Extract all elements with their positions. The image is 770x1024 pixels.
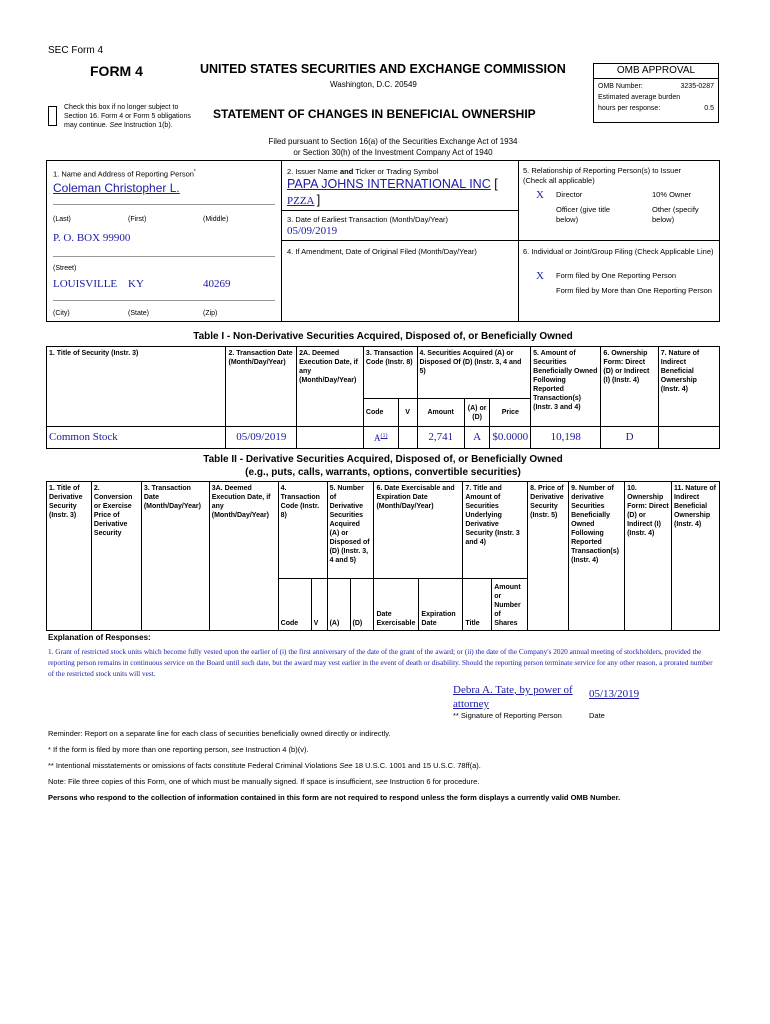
city-value: LOUISVILLE <box>53 278 118 290</box>
t1-row-owned: 10,198 <box>531 427 601 449</box>
t1-row-title: Common Stock <box>47 427 226 449</box>
table-2 <box>46 481 720 631</box>
t1-row-form: D <box>601 427 658 449</box>
zip-label: (Zip) <box>203 310 218 317</box>
omb-number-value: 3235-0287 <box>680 83 714 90</box>
omb-hours-value: 0.5 <box>704 105 714 112</box>
relationship-sub: (Check all applicable) <box>523 176 595 185</box>
t1-h7: 7. Nature of Indirect Beneficial Ownership (Instr. 4) <box>658 347 719 427</box>
ten-pct-owner-label: 10% Owner <box>652 190 692 199</box>
reporting-person-label <box>53 167 196 180</box>
t2-date-exercisable: Date Exercisable <box>374 579 419 631</box>
reporting-person-label-text: 1. Name and Address of Reporting Person <box>53 169 194 179</box>
star2-post: 18 U.S.C. 1001 and 15 U.S.C. 78ff(a). <box>352 761 481 770</box>
divider <box>53 300 275 301</box>
t1-h4: 4. Securities Acquired (A) or Disposed Of (D) (Instr. 3, 4 and 5) <box>417 347 531 399</box>
t1-row-aord: A <box>464 427 490 449</box>
first-label: (First) <box>128 216 147 223</box>
state-label: (State) <box>128 310 150 317</box>
t1-h2: 2. Transaction Date (Month/Day/Year) <box>226 347 297 427</box>
t1-row-nature <box>658 427 719 449</box>
star1-post: Instruction 4 (b)(v). <box>243 745 309 754</box>
checkbox-description <box>64 103 194 130</box>
table-1 <box>46 346 720 449</box>
t1-code: Code <box>363 399 398 427</box>
earliest-transaction-date: 05/09/2019 <box>287 225 338 237</box>
ticker-block <box>287 193 320 207</box>
t2-a: (A) <box>327 579 350 631</box>
explanation-label: Explanation of Responses: <box>48 633 151 642</box>
table-2-title-line-2: (e.g., puts, calls, warrants, options, convertible securities) <box>245 467 521 478</box>
t1-amount: Amount <box>417 399 464 427</box>
omb-hours-label: hours per response: <box>598 105 661 112</box>
middle-label: (Middle) <box>203 216 229 223</box>
issuer-name-link[interactable]: PAPA JOHNS INTERNATIONAL INC <box>287 177 491 191</box>
table-1-title: Table I - Non-Derivative Securities Acquired, Disposed of, or Beneficially Owned <box>193 331 573 342</box>
ticker-link[interactable]: PZZA <box>287 195 315 207</box>
issuer-label <box>287 167 438 177</box>
t1-h5: 5. Amount of Securities Beneficially Owned Following Reported Transaction(s) (Instr. 3 and 4) <box>531 347 601 427</box>
table-row <box>47 427 720 449</box>
t2-v: V <box>311 579 327 631</box>
t2-expiration: Expiration Date <box>419 579 463 631</box>
statement-title: STATEMENT OF CHANGES IN BENEFICIAL OWNERSHIP <box>213 107 536 121</box>
officer-label: Officer (give title below) <box>556 205 611 224</box>
t1-row-price: $0.0000 <box>490 427 531 449</box>
omb-number-label: OMB Number: <box>598 83 643 90</box>
divider <box>53 256 275 257</box>
earliest-transaction-label: 3. Date of Earliest Transaction (Month/Day/Year) <box>287 215 449 224</box>
city-label: (City) <box>53 310 70 317</box>
t1-h2a: 2A. Deemed Execution Date, if any (Month/Day/Year) <box>297 347 364 427</box>
filing-label: 6. Individual or Joint/Group Filing (Check Applicable Line) <box>523 247 714 256</box>
filed-pursuant <box>258 136 528 158</box>
t1-h3: 3. Transaction Code (Instr. 8) <box>363 347 417 399</box>
note-post: Instruction 6 for procedure. <box>387 777 480 786</box>
bracket-open: [ <box>494 177 498 191</box>
star1-see: see <box>231 745 244 754</box>
footnote-star-1 <box>48 742 720 758</box>
t2-d: (D) <box>350 579 374 631</box>
checkbox-see: See <box>109 122 123 129</box>
persons-notice: Persons who respond to the collection of information contained in this form are not required to respond unless the form displays a currently valid OMB Number. <box>48 793 621 802</box>
footnote-note <box>48 774 720 790</box>
t2-amount-shares: Amount or Number of Shares <box>492 579 528 631</box>
relationship-label <box>523 166 718 186</box>
t1-h6: 6. Ownership Form: Direct (D) or Indirect (I) (Instr. 4) <box>601 347 658 427</box>
relationship-label-text: 5. Relationship of Reporting Person(s) to Issuer <box>523 166 681 175</box>
t2-h5: 5. Number of Derivative Securities Acquired (A) or Disposed of (D) (Instr. 3, 4 and 5) <box>327 482 374 579</box>
filed-line-2: or Section 30(h) of the Investment Company Act of 1940 <box>293 148 493 157</box>
checkbox-text: Check this box if no longer subject to Section 16. Form 4 or Form 5 obligations may continue. <box>64 104 191 129</box>
star2-see: See <box>339 761 353 770</box>
street-label: (Street) <box>53 265 77 272</box>
t1-row-code-value: A <box>374 433 381 443</box>
t2-h2: 2. Conversion or Exercise Price of Derivative Security <box>91 482 141 631</box>
last-label: (Last) <box>53 216 71 223</box>
t2-h8: 8. Price of Derivative Security (Instr. 5) <box>528 482 569 631</box>
t2-h4: 4. Transaction Code (Instr. 8) <box>278 482 327 579</box>
t2-h3: 3. Transaction Date (Month/Day/Year) <box>141 482 209 631</box>
sec-form-label: SEC Form 4 <box>48 45 104 56</box>
omb-title: OMB APPROVAL <box>594 64 718 79</box>
t1-row-amount: 2,741 <box>417 427 464 449</box>
divider <box>518 160 519 322</box>
t2-h1: 1. Title of Derivative Security (Instr. 3) <box>47 482 92 631</box>
divider <box>281 160 282 322</box>
signature-date[interactable]: 05/13/2019 <box>589 688 640 700</box>
director-label: Director <box>556 190 583 199</box>
more-persons-label: Form filed by More than One Reporting Person <box>556 286 712 295</box>
commission-city: Washington, D.C. 20549 <box>330 80 417 89</box>
commission-title: UNITED STATES SECURITIES AND EXCHANGE COMMISSION <box>200 62 566 76</box>
no-longer-subject-checkbox[interactable] <box>48 106 57 126</box>
other-label: Other (specify below) <box>652 205 699 224</box>
issuer-label-pre: 2. Issuer Name <box>287 167 340 176</box>
star2-pre: ** Intentional misstatements or omissions of facts constitute Federal Criminal Violations <box>48 761 340 770</box>
footer <box>48 726 720 806</box>
table-2-title-line-1: Table II - Derivative Securities Acquired, Disposed of, or Beneficially Owned <box>203 454 563 465</box>
t1-row-v <box>398 427 417 449</box>
amendment-label: 4. If Amendment, Date of Original Filed (Month/Day/Year) <box>287 247 477 256</box>
filed-line-1: Filed pursuant to Section 16(a) of the Securities Exchange Act of 1934 <box>268 137 518 146</box>
issuer-name-block <box>287 177 515 191</box>
bracket-close: ] <box>316 193 321 207</box>
t2-h10: 10. Ownership Form: Direct (D) or Indirect (I) (Instr. 4) <box>625 482 672 631</box>
t1-h1: 1. Title of Security (Instr. 3) <box>47 347 226 427</box>
divider <box>53 204 275 205</box>
address-value: P. O. BOX 99900 <box>53 232 131 244</box>
t2-h11: 11. Nature of Indirect Beneficial Ownership (Instr. 4) <box>671 482 719 631</box>
t2-h7: 7. Title and Amount of Securities Underlying Derivative Security (Instr. 3 and 4) <box>463 482 528 579</box>
t2-title: Title <box>463 579 492 631</box>
form-title: FORM 4 <box>90 63 143 79</box>
t2-h6: 6. Date Exercisable and Expiration Date (Month/Day/Year) <box>374 482 463 579</box>
state-value: KY <box>128 278 144 290</box>
note-see: see <box>375 777 388 786</box>
reporting-person-name[interactable]: Coleman Christopher L. <box>53 181 180 195</box>
t1-price: Price <box>490 399 531 427</box>
director-mark[interactable]: X <box>536 189 544 201</box>
t1-row-code-footnote[interactable]: (1) <box>380 433 388 439</box>
t1-aord: (A) or (D) <box>464 399 490 427</box>
footnote-star-2 <box>48 758 720 774</box>
omb-approval-box <box>593 63 719 123</box>
t1-row-code <box>363 427 398 449</box>
signature-label: ** Signature of Reporting Person <box>453 711 562 720</box>
zip-value: 40269 <box>203 278 231 290</box>
t1-v: V <box>398 399 417 427</box>
t2-h3a: 3A. Deemed Execution Date, if any (Month/Day/Year) <box>209 482 278 631</box>
issuer-label-and: and <box>339 167 354 176</box>
omb-burden-label: Estimated average burden <box>598 94 681 101</box>
t2-code: Code <box>278 579 311 631</box>
t1-row-deemed <box>297 427 364 449</box>
table-2-title <box>46 453 720 479</box>
t2-h9: 9. Number of derivative Securities Beneficially Owned Following Reported Transaction(s) (Instr. 4) <box>569 482 625 631</box>
signature-date-label: Date <box>589 711 605 720</box>
divider <box>281 240 720 241</box>
label-star: * <box>193 169 196 175</box>
one-person-label: Form filed by One Reporting Person <box>556 271 677 280</box>
divider <box>281 210 518 211</box>
note-pre: Note: File three copies of this Form, one of which must be manually signed. If space is insufficient, <box>48 777 376 786</box>
star1-pre: * If the form is filed by more than one reporting person, <box>48 745 232 754</box>
omb-hours-row <box>594 101 718 112</box>
one-person-mark[interactable]: X <box>536 270 544 282</box>
issuer-label-post: Ticker or Trading Symbol <box>353 167 439 176</box>
checkbox-instruction: Instruction 1(b). <box>123 122 173 129</box>
signature-name[interactable]: Debra A. Tate, by power of attorney <box>453 684 573 710</box>
reminder-text: Reminder: Report on a separate line for each class of securities beneficially owned directly or indirectly. <box>48 729 391 738</box>
t1-row-date: 05/09/2019 <box>226 427 297 449</box>
omb-number-row <box>594 79 718 90</box>
explanation-text: 1. Grant of restricted stock units which become fully vested upon the earlier of (i) the first anniversary of the date of the grant of the award; or (ii) the date of the Company's 2020 annual meeting of stockholders, provided the reporting person remains in continuous service on the Board until such date, but the award may vest earlier in the event of death or disability. Should the reporting person terminate service for any other reason, a prorated number of the restricted stock units will vest. <box>48 647 713 678</box>
